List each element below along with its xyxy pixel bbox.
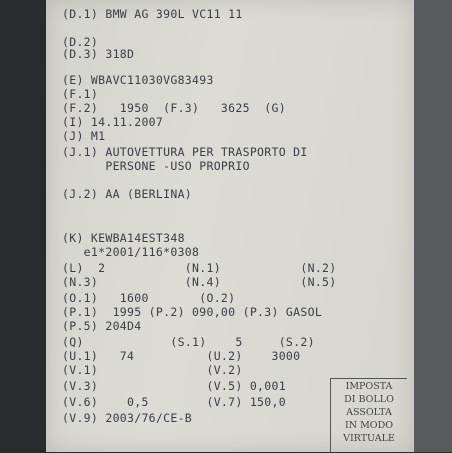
document-line: (V.6) 0,5 (V.7) 150,0 xyxy=(62,395,286,409)
stamp-box xyxy=(330,378,407,453)
stamp-line-2: DI BOLLO xyxy=(344,394,394,405)
document-line: (J) M1 xyxy=(62,129,106,143)
stamp-line-3: ASSOLTA xyxy=(346,407,392,418)
document-line: (L) 2 (N.1) (N.2) xyxy=(62,261,337,275)
document-line: (V.3) (V.5) 0,001 xyxy=(62,379,286,393)
background-right xyxy=(414,0,452,452)
document-line: (I) 14.11.2007 xyxy=(62,115,164,129)
document-line: (K) KEWBA14EST348 xyxy=(62,231,185,245)
document-line: (V.9) 2003/76/CE-B xyxy=(62,411,193,425)
document-line: (J.2) AA (BERLINA) xyxy=(62,187,193,201)
document-line: (Q) (S.1) 5 (S.2) xyxy=(62,335,315,349)
stamp-line-5: VIRTUALE xyxy=(343,433,395,444)
stamp-line-1: IMPOSTA xyxy=(345,381,393,392)
document-line: (P.5) 204D4 xyxy=(62,319,142,333)
document-line: PERSONE -USO PROPRIO xyxy=(62,159,250,173)
document-line: (U.1) 74 (U.2) 3000 xyxy=(62,349,301,363)
document-line: (D.3) 318D xyxy=(62,47,135,61)
document-line: e1*2001/116*0308 xyxy=(62,245,200,259)
stamp-line-4: IN MODO xyxy=(344,420,393,431)
document-line: (D.2) xyxy=(62,35,99,49)
document-line: (F.2) 1950 (F.3) 3625 (G) xyxy=(62,101,286,115)
document-line: (E) WBAVC11030VG83493 xyxy=(62,73,214,87)
document-line: (N.3) (N.4) (N.5) xyxy=(62,275,337,289)
document-line: (V.1) (V.2) xyxy=(62,363,243,377)
document-line: (J.1) AUTOVETTURA PER TRASPORTO DI xyxy=(62,145,308,159)
document-line: (F.1) xyxy=(62,87,99,101)
document-line: (D.1) BMW AG 390L VC11 11 xyxy=(62,7,243,21)
document-line: (O.1) 1600 (O.2) xyxy=(62,291,236,305)
document-line: (P.1) 1995 (P.2) 090,00 (P.3) GASOL xyxy=(62,305,323,319)
